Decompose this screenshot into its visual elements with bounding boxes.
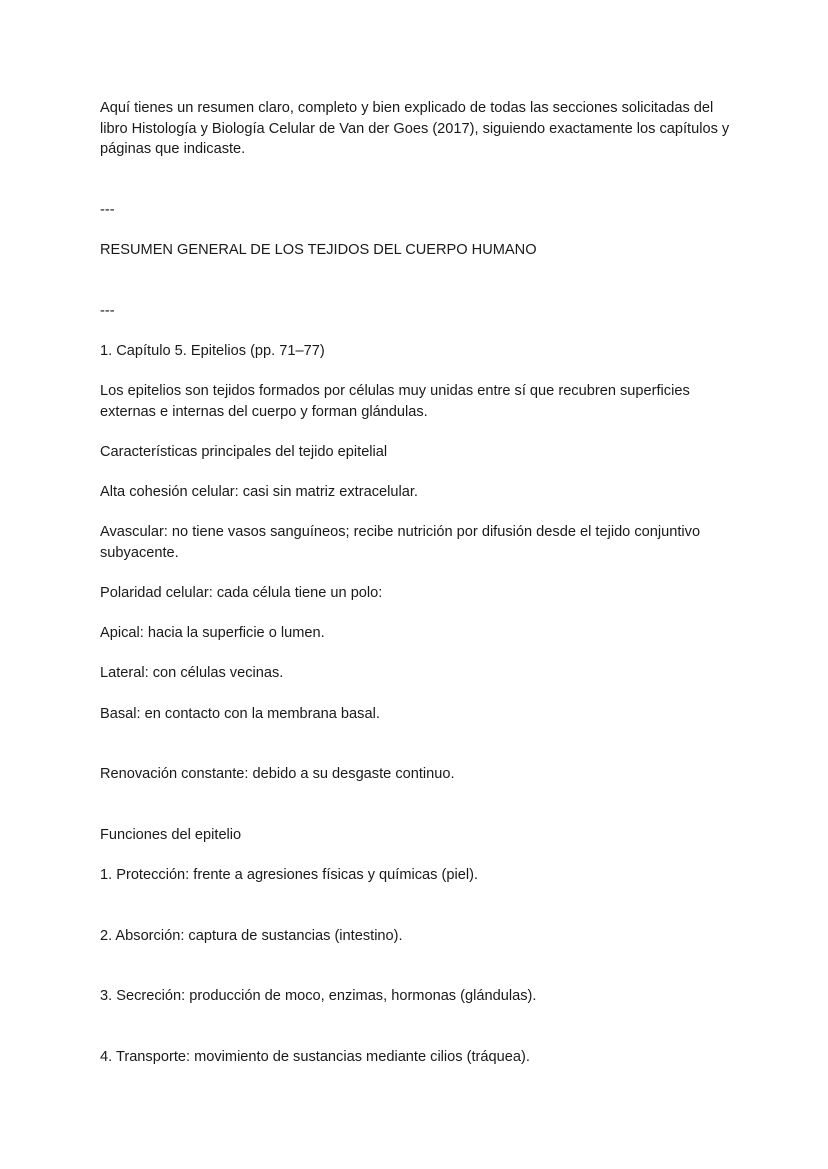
separator: ---: [100, 303, 115, 319]
characteristic-avascular: Avascular: no tiene vasos sanguíneos; recibe nutrición por difusión desde el tejido conjuntivo subyacente.: [100, 524, 701, 561]
characteristics-heading: Características principales del tejido epitelial: [100, 444, 388, 460]
epithelia-definition-paragraph: Los epitelios son tejidos formados por células muy unidas entre sí que recubren superficies externas e internas del cuerpo y forman glándulas.: [100, 383, 690, 420]
function-item: 2. Absorción: captura de sustancias (intestino).: [100, 928, 403, 944]
pole-apical: Apical: hacia la superficie o lumen.: [100, 625, 325, 641]
function-item: 3. Secreción: producción de moco, enzimas, hormonas (glándulas).: [100, 988, 537, 1004]
function-item: 4. Transporte: movimiento de sustancias mediante cilios (tráquea).: [100, 1049, 530, 1065]
separator: ---: [100, 202, 115, 218]
main-heading: RESUMEN GENERAL DE LOS TEJIDOS DEL CUERPO HUMANO: [100, 242, 537, 258]
characteristic-cohesion: Alta cohesión celular: casi sin matriz extracelular.: [100, 484, 418, 500]
function-item: 1. Protección: frente a agresiones físicas y químicas (piel).: [100, 867, 478, 883]
characteristic-renewal: Renovación constante: debido a su desgaste continuo.: [100, 766, 455, 782]
pole-lateral: Lateral: con células vecinas.: [100, 665, 284, 681]
chapter-heading: 1. Capítulo 5. Epitelios (pp. 71–77): [100, 343, 325, 359]
intro-paragraph: Aquí tienes un resumen claro, completo y bien explicado de todas las secciones solicitadas del libro Histología y Biología Celular de Van der Goes (2017), siguiendo exactamente los capítulos y páginas que indicaste.: [100, 100, 730, 157]
pole-basal: Basal: en contacto con la membrana basal.: [100, 706, 380, 722]
functions-heading: Funciones del epitelio: [100, 827, 242, 843]
characteristic-polarity: Polaridad celular: cada célula tiene un polo:: [100, 585, 383, 601]
